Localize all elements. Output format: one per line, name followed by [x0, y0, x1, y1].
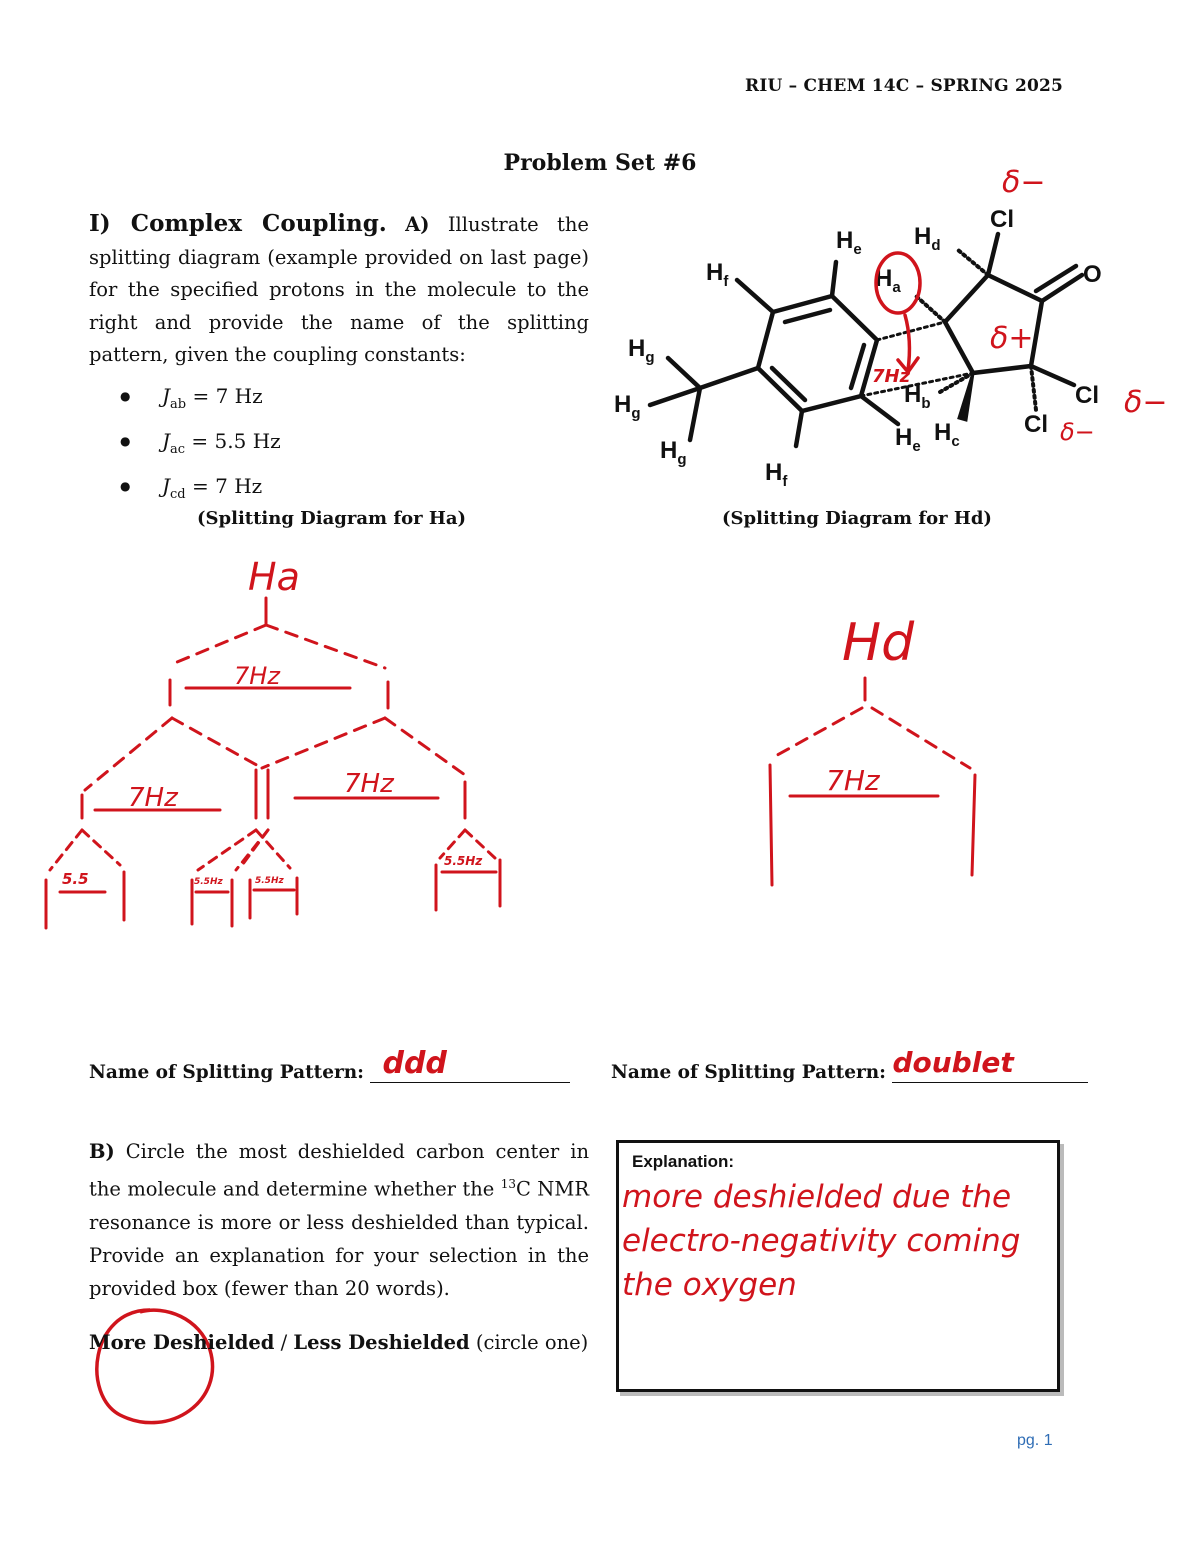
explanation-line-1: more deshielded due the [622, 1179, 1012, 1215]
hydrogen-f-bottom-label: $H_f$ [765, 459, 788, 490]
coupling-constants-list [120, 378, 281, 513]
ha-level3-coupling-2: 5.5Hz [194, 877, 223, 887]
hydrogen-g3-label: $H_g$ [660, 437, 687, 468]
coupling-constant-ab: ● $J_{ab} = 7$ Hz [120, 378, 281, 423]
coupling-constant-ac: ● $J_{ac} = 5.5$ Hz [120, 423, 281, 468]
hydrogen-a-label: $H_a$ [875, 265, 901, 296]
hd-pattern-answer: doublet [892, 1046, 1014, 1079]
hydrogen-d-label: $H_d$ [914, 223, 941, 254]
delta-plus-ring: δ+ [990, 321, 1034, 356]
molecule-annotations [876, 253, 920, 372]
ha-level2-right-coupling: 7Hz [344, 769, 394, 799]
deshielded-choice-row: More Deshielded / Less Deshielded (circle one) [89, 1331, 589, 1354]
part-a-intro [89, 208, 589, 372]
circle-one-note: (circle one) [475, 1331, 589, 1354]
ha-circle-annotation [876, 253, 920, 313]
benzene-ring [758, 296, 877, 411]
part-a-text: Illustrate the splitting diagram (example provided on last page) for the specified protons in the molecule to the right and provide the name of the splitting pattern, given the coupling constants: [89, 213, 589, 367]
hydrogen-b-label: $H_b$ [904, 381, 931, 412]
hd-pattern-name-row [611, 1046, 1088, 1083]
part-b-text: B) Circle the most deshielded carbon center in the molecule and determine whether the $^{13}$C NMR resonance is more or less deshielded than typical. Provide an explanation for your selection in the provided box (fewer than 20 words). [89, 1140, 589, 1300]
page-number: pg. 1 [1017, 1432, 1053, 1449]
ha-pattern-answer: ddd [382, 1046, 447, 1081]
hd-pattern-answer-field[interactable] [892, 1046, 1088, 1083]
hydrogen-e-top-label: $H_e$ [836, 227, 862, 258]
part-a-label: A) [405, 213, 430, 236]
hd-level1-coupling: 7Hz [826, 764, 880, 797]
hydrogen-g1-label: $H_g$ [628, 335, 655, 366]
ha-arrow-head [898, 358, 918, 372]
atom-labels [614, 206, 1102, 490]
ha-pattern-label: Name of Splitting Pattern: [89, 1062, 365, 1083]
caption-ha: (Splitting Diagram for Ha) [197, 508, 467, 529]
ha-pattern-answer-field[interactable] [370, 1046, 570, 1083]
ha-pattern-name-row [89, 1046, 570, 1083]
part-b-label: B) [89, 1140, 115, 1163]
delta-minus-right: δ− [1124, 385, 1168, 420]
option-more-deshielded[interactable]: More Deshielded [89, 1331, 275, 1354]
page-title: Problem Set #6 [503, 150, 697, 176]
ha-splitting-diagram [46, 598, 500, 928]
caption-hd: (Splitting Diagram for Hd) [722, 508, 992, 529]
ha-level3-coupling-3: 5.5Hz [255, 876, 284, 886]
ha-arrow-line [905, 315, 909, 370]
chlorine-right-label: Cl [1075, 382, 1099, 409]
chlorine-bottom-label: Cl [1024, 411, 1048, 438]
hydrogen-e-bottom-label: $H_e$ [895, 424, 921, 455]
ha-level2-left-coupling: 7Hz [128, 783, 178, 813]
explanation-line-2: electro-negativity coming [622, 1223, 1021, 1259]
hydrogen-g2-label: $H_g$ [614, 391, 641, 422]
more-deshielded-circle-annotation [97, 1310, 213, 1423]
course-header: RIU – CHEM 14C – SPRING 2025 [745, 76, 1064, 96]
delta-minus-top: δ− [1002, 165, 1046, 200]
coupling-constant-cd: ● $J_{cd} = 7$ Hz [120, 468, 281, 513]
hydrogen-c-label: $H_c$ [934, 419, 960, 450]
hd-pattern-label: Name of Splitting Pattern: [611, 1062, 887, 1083]
ha-diagram-title: Ha [248, 555, 300, 599]
oxygen-label: O [1083, 261, 1102, 288]
delta-minus-bottom: δ− [1060, 418, 1095, 446]
explanation-label: Explanation: [632, 1152, 735, 1171]
section-heading: I) Complex Coupling. [89, 210, 387, 237]
explanation-handwriting [622, 1175, 1062, 1307]
ha-level1-coupling: 7Hz [234, 662, 280, 690]
hd-splitting-diagram [770, 678, 975, 885]
ha-level3-coupling-4: 5.5Hz [444, 854, 483, 868]
hd-diagram-title: Hd [842, 613, 915, 673]
ha-coupling-note: 7Hz [872, 366, 911, 387]
explanation-line-3: the oxygen [622, 1267, 797, 1303]
hydrogen-f-top-label: $H_f$ [706, 259, 729, 290]
chlorine-top-label: Cl [990, 206, 1014, 233]
option-less-deshielded[interactable]: Less Deshielded [293, 1331, 470, 1354]
ha-level3-coupling-1: 5.5 [62, 870, 89, 888]
molecule-structure [650, 234, 1082, 446]
